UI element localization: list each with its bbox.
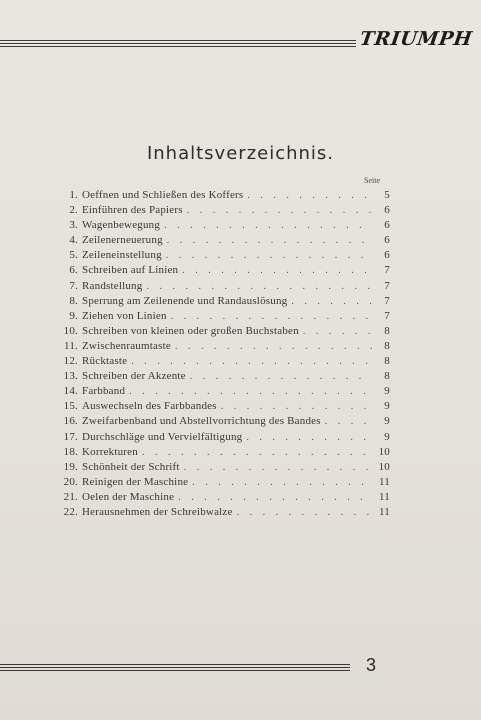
leader-dots (192, 477, 372, 488)
toc-entry (62, 476, 390, 491)
toc-entry-page: 11 (379, 475, 390, 488)
toc-entry (62, 340, 390, 355)
leader-dots (187, 205, 372, 216)
leader-dots (142, 447, 372, 458)
toc-entry-label: Zwischenraumtaste (82, 339, 171, 352)
toc-entry-page: 6 (384, 234, 390, 247)
toc-entry-label: Farbband (82, 385, 126, 398)
toc-entry-page: 9 (384, 400, 390, 413)
toc-entry-page: 8 (384, 339, 390, 352)
toc-entry (62, 355, 390, 370)
leader-dots (178, 492, 372, 503)
toc-entry (62, 325, 390, 340)
leader-dots (175, 341, 372, 352)
toc-entry-label: Schönheit der Schrift (82, 460, 180, 473)
toc-entry-label: Rücktaste (82, 355, 128, 368)
toc-entry-number: 2. (69, 204, 78, 217)
toc-entry-page: 8 (384, 324, 390, 337)
toc-entry-label: Korrekturen (82, 445, 138, 458)
toc-entry-label: Ziehen von Linien (82, 309, 167, 322)
toc-entry-label: Schreiben auf Linien (82, 264, 179, 277)
toc-entry-number: 16. (63, 415, 78, 428)
toc-entry-number: 15. (63, 400, 78, 413)
brand-logo: TRIUMPH (358, 28, 474, 50)
toc-entry-number: 22. (63, 505, 78, 518)
toc-entry-label: Einführen des Papiers (82, 204, 183, 217)
leader-dots (146, 281, 372, 292)
toc-list (62, 189, 390, 521)
toc-entry (62, 385, 390, 400)
toc-entry-number: 4. (69, 234, 78, 247)
toc-entry (62, 295, 390, 310)
toc-entry-number: 20. (63, 475, 78, 488)
toc-entry-label: Oeffnen und Schließen des Koffers (82, 189, 244, 201)
toc-entry-label: Zeileneinstellung (82, 249, 162, 262)
toc-entry-page: 6 (384, 249, 390, 262)
toc-entry-page: 10 (378, 460, 390, 473)
leader-dots (182, 265, 372, 276)
toc-entry-page: 6 (384, 204, 390, 217)
leader-dots (247, 190, 372, 201)
toc-entry-page: 11 (379, 505, 390, 518)
toc-entry (62, 234, 390, 249)
toc-entry (62, 461, 390, 476)
toc-entry-label: Auswechseln des Farbbandes (82, 400, 217, 413)
toc-entry (62, 446, 390, 461)
toc-entry-number: 9. (69, 309, 78, 322)
toc-entry-label: Reinigen der Maschine (82, 475, 189, 488)
toc-entry (62, 249, 390, 264)
toc-entry-number: 18. (63, 445, 78, 458)
toc-entry-label: Zeilenerneuerung (82, 234, 163, 247)
toc-entry-page: 11 (379, 490, 390, 503)
toc-entry-number: 13. (63, 370, 78, 383)
toc-entry (62, 280, 390, 295)
toc-entry-page: 5 (384, 189, 390, 201)
leader-dots (129, 386, 372, 397)
toc-entry-page: 7 (384, 279, 390, 292)
toc-entry-page: 8 (384, 370, 390, 383)
toc-entry (62, 400, 390, 415)
toc-entry-page: 9 (384, 415, 390, 428)
toc-entry-label: Sperrung am Zeilenende und Randauslösung (82, 294, 288, 307)
header-rule (0, 40, 356, 47)
toc-entry-number: 5. (69, 249, 78, 262)
toc-entry (62, 189, 390, 204)
toc-entry (62, 431, 390, 446)
leader-dots (164, 220, 372, 231)
toc-entry (62, 370, 390, 385)
toc-entry (62, 415, 390, 430)
toc-entry-page: 9 (384, 430, 390, 443)
toc-entry-page: 9 (384, 385, 390, 398)
toc-entry (62, 264, 390, 279)
toc-entry-page: 10 (378, 445, 390, 458)
toc-entry-number: 19. (63, 460, 78, 473)
toc-entry (62, 310, 390, 325)
toc-entry-number: 14. (63, 385, 78, 398)
toc-entry-label: Wagenbewegung (82, 219, 161, 232)
leader-dots (184, 462, 372, 473)
toc-entry-label: Herausnehmen der Schreibwalze (82, 505, 233, 518)
toc-entry-label: Durchschläge und Vervielfältigung (82, 430, 243, 443)
toc-entry-page: 8 (384, 355, 390, 368)
toc-entry-label: Schreiben von kleinen oder großen Buchstaben (82, 324, 299, 337)
toc-entry (62, 219, 390, 234)
toc-entry-number: 10. (63, 324, 78, 337)
leader-dots (291, 296, 372, 307)
toc-entry-number: 6. (69, 264, 78, 277)
leader-dots (166, 250, 372, 261)
toc-entry (62, 491, 390, 506)
toc-entry-number: 21. (63, 490, 78, 503)
toc-entry (62, 204, 390, 219)
leader-dots (167, 235, 372, 246)
leader-dots (303, 326, 372, 337)
toc-entry (62, 506, 390, 521)
page-title: Inhaltsverzeichnis. (146, 143, 335, 164)
leader-dots (221, 401, 372, 412)
toc-entry-number: 3. (69, 219, 78, 232)
toc-entry-label: Randstellung (82, 279, 143, 292)
toc-entry-label: Oelen der Maschine (82, 490, 175, 503)
leader-dots (237, 507, 372, 518)
page-column-label: Seite (364, 176, 380, 185)
toc-entry-number: 8. (69, 294, 78, 307)
toc-entry-page: 6 (384, 219, 390, 232)
toc-entry-number: 7. (69, 279, 78, 292)
leader-dots (325, 416, 372, 427)
leader-dots (190, 371, 372, 382)
toc-entry-label: Schreiben der Akzente (82, 370, 186, 383)
toc-entry-number: 12. (63, 355, 78, 368)
toc-entry-number: 17. (63, 430, 78, 443)
toc-entry-number: 1. (69, 189, 78, 201)
page-number: 3 (366, 655, 377, 675)
leader-dots (171, 311, 372, 322)
toc-entry-number: 11. (64, 339, 78, 352)
leader-dots (131, 356, 372, 367)
toc-entry-page: 7 (384, 264, 390, 277)
footer-rule (0, 664, 350, 671)
toc-entry-page: 7 (384, 294, 390, 307)
toc-entry-label: Zweifarbenband und Abstellvorrichtung des Bandes (82, 415, 321, 428)
leader-dots (246, 432, 372, 443)
toc-entry-page: 7 (384, 309, 390, 322)
